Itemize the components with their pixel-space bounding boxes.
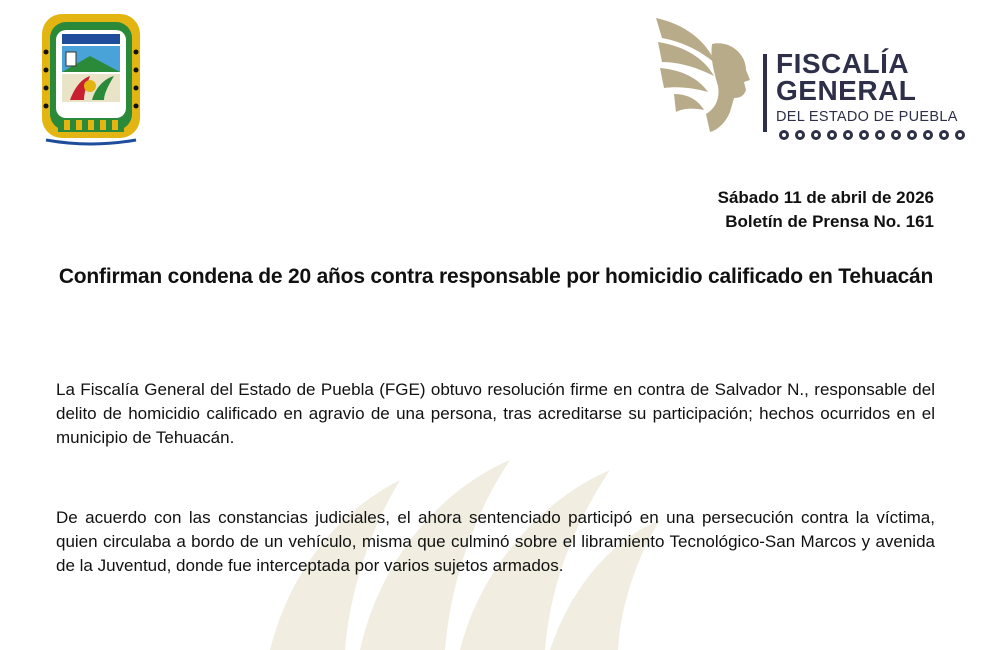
bulletin-number: Boletín de Prensa No. 161 (725, 212, 934, 231)
body-paragraph-1: La Fiscalía General del Estado de Puebla (FGE) obtuvo resolución firme en contra de Salvador N., responsable del delito de homicidio calificado en agravio de una persona, tras acreditarse su participación; hechos ocurridos en el municipio de Tehuacán. (56, 380, 935, 447)
press-release-headline: Confirman condena de 20 años contra responsable por homicidio calificado en Tehuacán (58, 265, 934, 288)
logo-line-estado: DEL ESTADO DE PUEBLA (776, 109, 958, 125)
talavera-ornament-icon (776, 128, 968, 142)
fiscalia-general-logo (654, 14, 974, 134)
logo-line-fiscalia: FISCALÍA (776, 48, 910, 79)
dateline (718, 186, 934, 234)
logo-divider (763, 54, 767, 132)
logo-wordmark (776, 50, 968, 142)
fiscalia-head-profile-icon (654, 14, 754, 134)
body-paragraph-2: De acuerdo con las constancias judiciales, el ahora sentenciado participó en una persecución contra la víctima, quien circulaba a bordo de un vehículo, misma que culminó sobre el libramiento Tecnológico-San Marcos y avenida de la Juventud, donde fue interceptada por varios sujetos armados. (56, 508, 935, 575)
logo-line-general: GENERAL (776, 75, 917, 106)
bulletin-date: Sábado 11 de abril de 2026 (717, 188, 934, 207)
puebla-state-seal-icon (40, 12, 142, 147)
